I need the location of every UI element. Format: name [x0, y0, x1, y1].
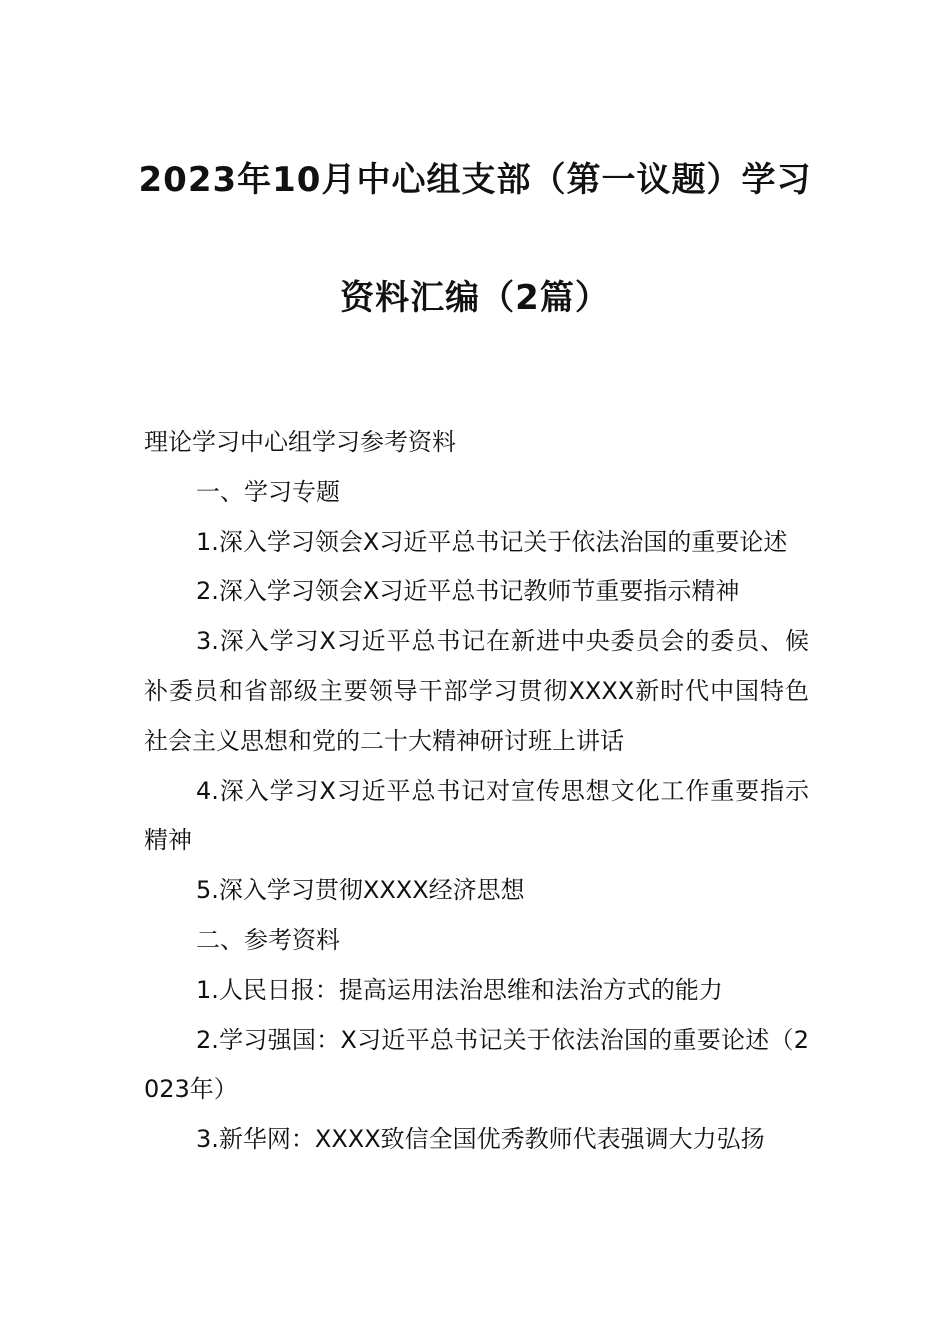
- topic-item-5: 5.深入学习贯彻XXXX经济思想: [196, 876, 525, 905]
- topic-item-4: 4.深入学习X习近平总书记对宣传思想文化工作重要指示精神: [144, 776, 809, 855]
- topic-item-3: 3.深入学习X习近平总书记在新进中央委员会的委员、候补委员和省部级主要领导干部学习贯彻XXXX新时代中国特色社会主义思想和党的二十大精神研讨班上讲话: [144, 627, 809, 755]
- document-title-line-1: 2023年10月中心组支部（第一议题）学习: [138, 160, 812, 200]
- section-heading-references: 二、参考资料: [196, 925, 340, 954]
- document-body: [144, 418, 809, 1165]
- topic-item-2: 2.深入学习领会X习近平总书记教师节重要指示精神: [196, 577, 740, 606]
- topic-item-1: 1.深入学习领会X习近平总书记关于依法治国的重要论述: [196, 527, 788, 556]
- section-heading-topics: 一、学习专题: [196, 477, 340, 506]
- reference-item-1: 1.人民日报：提高运用法治思维和法治方式的能力: [196, 975, 723, 1004]
- reference-item-2: 2.学习强国：X习近平总书记关于依法治国的重要论述（2023年）: [144, 1025, 809, 1104]
- document-title-line-2: 资料汇编（2篇）: [340, 278, 610, 318]
- reference-item-3: 3.新华网：XXXX致信全国优秀教师代表强调大力弘扬: [196, 1125, 765, 1154]
- section-caption: 理论学习中心组学习参考资料: [144, 428, 456, 456]
